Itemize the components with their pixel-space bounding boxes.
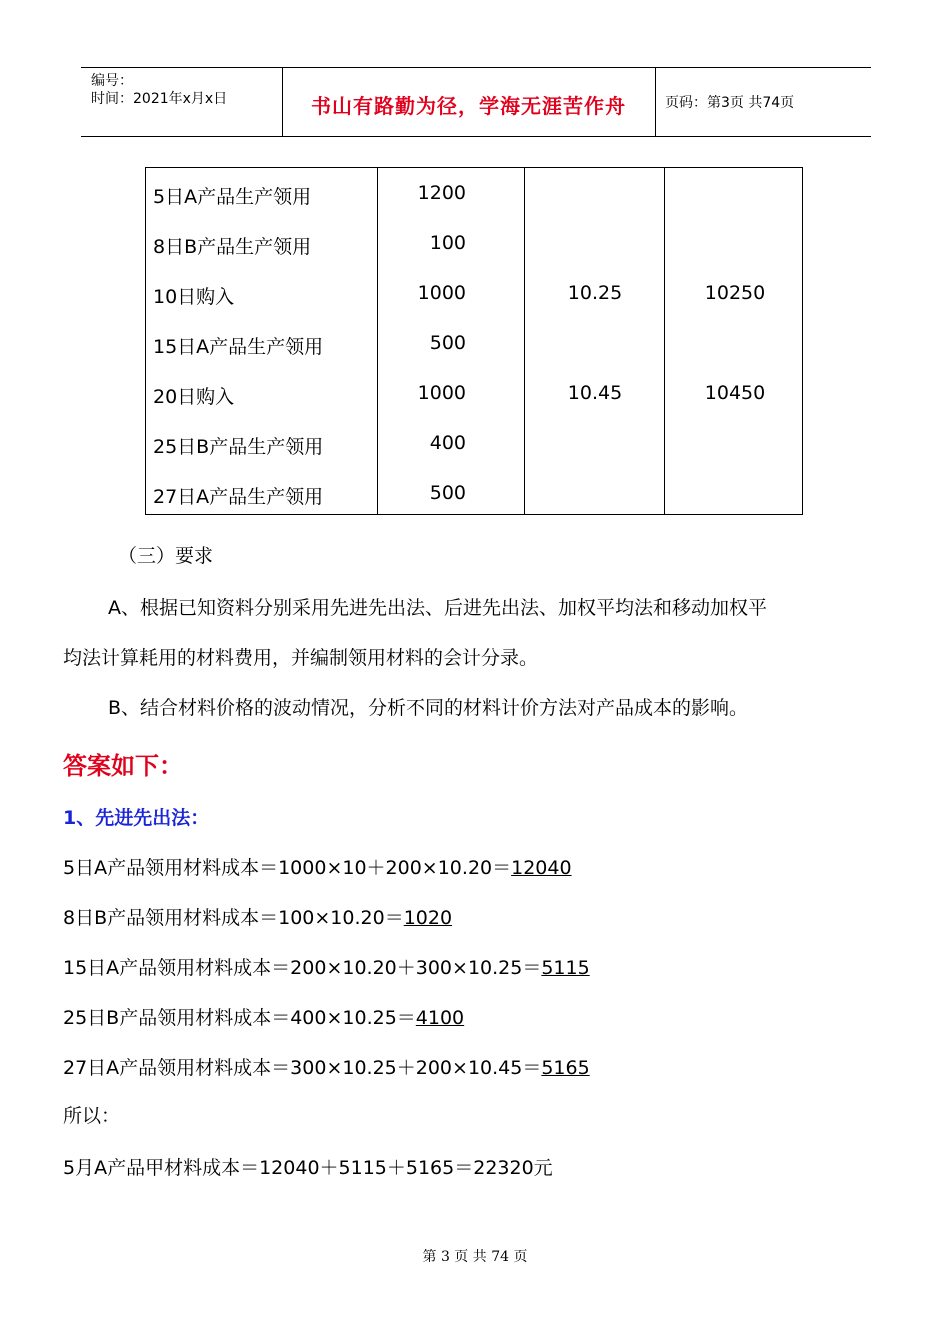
row-desc: 15日A产品生产领用 — [153, 336, 324, 358]
table-row — [146, 418, 802, 468]
fifo-heading: 1、先进先出法： — [63, 807, 210, 829]
page-header — [81, 67, 871, 137]
page-footer: 第 3 页 共 74 页 — [422, 1249, 528, 1265]
row-qty: 100 — [429, 232, 466, 254]
formula-result: 5165 — [541, 1057, 590, 1079]
formula-result: 5115 — [541, 957, 590, 979]
formula-text: 15日A产品领用材料成本＝200×10.20＋300×10.25＝ — [63, 957, 542, 979]
formula-text: 25日B产品领用材料成本＝400×10.25＝ — [63, 1007, 416, 1029]
header-page-label: 页码：第3页 共74页 — [665, 95, 795, 111]
total-line: 5月A产品甲材料成本＝12040＋5115＋5165＝22320元 — [63, 1157, 553, 1179]
requirement-a-line2: 均法计算耗用的材料费用，并编制领用材料的会计分录。 — [63, 647, 539, 669]
row-desc: 8日B产品生产领用 — [153, 236, 312, 258]
formula-line — [63, 955, 590, 981]
row-desc: 10日购入 — [153, 286, 235, 308]
doc-time-label: 时间：2021年x月x日 — [91, 91, 228, 107]
header-left-cell — [81, 68, 283, 136]
header-motto-cell — [282, 68, 656, 136]
row-qty: 500 — [429, 332, 466, 354]
formula-text: 27日A产品领用材料成本＝300×10.25＋200×10.45＝ — [63, 1057, 542, 1079]
header-right-cell — [655, 68, 871, 136]
row-qty: 1000 — [417, 382, 466, 404]
requirements-heading: （三）要求 — [118, 545, 214, 567]
table-row — [146, 218, 802, 268]
formula-line — [63, 1005, 464, 1031]
row-qty: 1000 — [417, 282, 466, 304]
header-motto: 书山有路勤为径，学海无涯苦作舟 — [311, 94, 626, 118]
doc-number-label: 编号： — [91, 73, 133, 89]
row-price: 10.45 — [567, 382, 623, 404]
material-table — [145, 167, 803, 515]
row-desc: 5日A产品生产领用 — [153, 186, 312, 208]
row-amount: 10250 — [704, 282, 766, 304]
table-row — [146, 368, 802, 418]
formula-line — [63, 905, 452, 931]
table-row — [146, 268, 802, 318]
formula-text: 8日B产品领用材料成本＝100×10.20＝ — [63, 907, 404, 929]
row-qty: 1200 — [417, 182, 466, 204]
formula-line — [63, 855, 572, 881]
table-row — [146, 468, 802, 518]
row-amount: 10450 — [704, 382, 766, 404]
row-desc: 20日购入 — [153, 386, 235, 408]
formula-result: 1020 — [403, 907, 453, 929]
formula-result: 12040 — [511, 857, 572, 879]
row-qty: 500 — [429, 482, 466, 504]
formula-line — [63, 1055, 590, 1081]
requirement-b: B、结合材料价格的波动情况，分析不同的材料计价方法对产品成本的影响。 — [108, 697, 749, 719]
row-price: 10.25 — [567, 282, 623, 304]
answer-heading: 答案如下： — [63, 752, 183, 780]
formula-result: 4100 — [415, 1007, 465, 1029]
row-qty: 400 — [429, 432, 466, 454]
formula-text: 5日A产品领用材料成本＝1000×10＋200×10.20＝ — [63, 857, 512, 879]
row-desc: 27日A产品生产领用 — [153, 486, 324, 508]
row-desc: 25日B产品生产领用 — [153, 436, 324, 458]
table-row — [146, 318, 802, 368]
conclusion-label: 所以： — [63, 1105, 121, 1127]
table-row — [146, 168, 802, 218]
requirement-a-line1: A、根据已知资料分别采用先进先出法、后进先出法、加权平均法和移动加权平 — [108, 597, 767, 619]
